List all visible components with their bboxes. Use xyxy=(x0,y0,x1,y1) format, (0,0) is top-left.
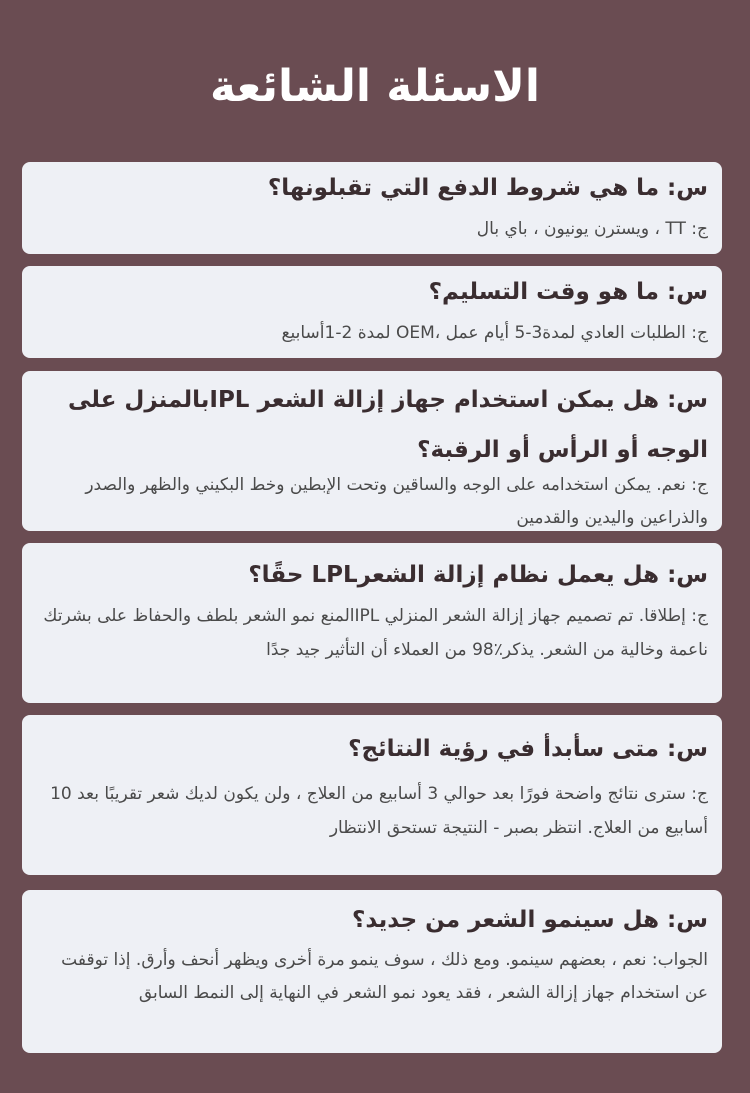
page-title: الاسئلة الشائعة xyxy=(210,61,540,112)
faq-question: س: متى سأبدأ في رؤية النتائج؟ xyxy=(348,736,708,762)
faq-answer: الجواب: نعم ، بعضهم سينمو. ومع ذلك ، سوف ينمو مرة أخرى ويظهر أنحف وأرق. إذا توقفت عن استخدام جهاز إزالة الشعر ، فقد يعود نمو الشعر في النهاية إلى النمط السابق xyxy=(61,950,708,1003)
faq-question: س: هل يمكن استخدام جهاز إزالة الشعر IPLبالمنزل على الوجه أو الرأس أو الرقبة؟ xyxy=(68,387,708,463)
faq-item-delivery xyxy=(22,266,722,358)
faq-answer: ج: إطلاقا. تم تصميم جهاز إزالة الشعر المنزلي IPLالمنع نمو الشعر بلطف والحفاظ على بشرتك ناعمة وخالية من الشعر. يذكر٪98 من العملاء أن التأثير جيد جدًا xyxy=(43,606,708,660)
faq-item-payment xyxy=(22,162,722,254)
faq-answer: ج: الطلبات العادي لمدة3-5 أيام عمل ،OEM لمدة 2-1أسابيع xyxy=(281,323,708,343)
faq-item-results xyxy=(22,715,722,875)
faq-question: س: هل يعمل نظام إزالة الشعرLPL حقًا؟ xyxy=(248,562,708,588)
faq-answer: ج: TT ، ويسترن يونيون ، باي بال xyxy=(476,219,708,239)
faq-answer: ج: نعم. يمكن استخدامه على الوجه والساقين وتحت الإبطين وخط البكيني والظهر والصدر والذراعين واليدين والقدمين xyxy=(85,475,708,528)
faq-question: س: ما هي شروط الدفع التي تقبلونها؟ xyxy=(267,175,708,201)
faq-answer: ج: سترى نتائج واضحة فورًا بعد حوالي 3 أسابيع من العلاج ، ولن يكون لديك شعر تقريبًا بعد 10 أسابيع من العلاج. انتظر بصبر - النتيجة تستحق الانتظار xyxy=(50,784,708,838)
faq-question: س: ما هو وقت التسليم؟ xyxy=(428,279,708,305)
faq-question: س: هل سينمو الشعر من جديد؟ xyxy=(352,907,708,933)
faq-item-effectiveness xyxy=(22,543,722,703)
faq-item-usage-areas xyxy=(22,371,722,531)
faq-item-regrowth xyxy=(22,890,722,1053)
